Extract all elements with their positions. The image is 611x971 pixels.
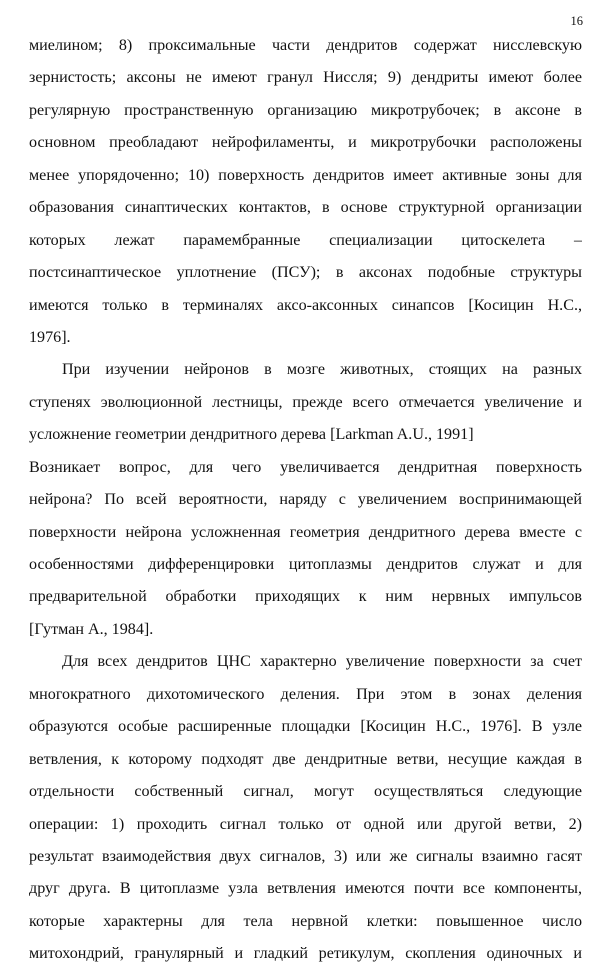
page-number: 16 <box>570 14 583 28</box>
text-line: поверхности нейрона усложненная геометрия дендритного дерева вместе с <box>29 523 582 541</box>
text-line: митохондрий, гранулярный и гладкий ретикулум, скопления одиночных и <box>29 945 582 963</box>
text-line: друг друга. В цитоплазме узла ветвления имеются почти все компоненты, <box>29 880 582 898</box>
text-line: миелином; 8) проксимальные части дендритов содержат нисслевскую <box>29 37 582 54</box>
text-line: многократного дихотомического деления. При этом в зонах деления <box>29 685 582 703</box>
body-text <box>29 30 582 971</box>
text-line: операции: 1) проходить сигнал только от одной или другой ветви, 2) <box>29 815 582 833</box>
text-line: регулярную пространственную организацию микротрубочек; в аксоне в <box>29 101 582 119</box>
text-line: 1976]. <box>29 328 71 346</box>
text-line: Для всех дендритов ЦНС характерно увеличение поверхности за счет <box>62 653 582 671</box>
text-line: Возникает вопрос, для чего увеличивается дендритная поверхность <box>29 458 582 476</box>
text-line: При изучении нейронов в мозге животных, стоящих на разных <box>62 361 582 379</box>
text-line: образуются особые расширенные площадки [Косицин Н.С., 1976]. В узле <box>29 718 582 736</box>
text-line: зернистость; аксоны не имеют гранул Ниссля; 9) дендриты имеют более <box>29 69 582 87</box>
text-line: [Гутман А., 1984]. <box>29 620 154 638</box>
text-line: особенностями дифференцировки цитоплазмы дендритов служат и для <box>29 556 582 573</box>
text-line: усложнение геометрии дендритного дерева [Larkman A.U., 1991] <box>29 426 474 444</box>
text-line: предварительной обработки приходящих к ним нервных импульсов <box>29 588 582 606</box>
text-line: постсинаптическое уплотнение (ПСУ); в аксонах подобные структуры <box>29 264 582 282</box>
text-line: имеются только в терминалях аксо-аксонных синапсов [Косицин Н.С., <box>29 296 582 314</box>
text-line: основном преобладают нейрофиламенты, и микротрубочки расположены <box>29 134 582 152</box>
text-line: которые характерны для тела нервной клетки: повышенное число <box>29 912 582 930</box>
text-line: ветвления, к которому подходят две дендритные ветви, несущие каждая в <box>29 750 582 768</box>
text-line: нейрона? По всей вероятности, наряду с увеличением воспринимающей <box>29 491 582 509</box>
text-line: образования синаптических контактов, в основе структурной организации <box>29 199 582 217</box>
text-line: которых лежат парамембранные специализации цитоскелета – <box>29 231 582 249</box>
text-line: ступенях эволюционной лестницы, прежде всего отмечается увеличение и <box>29 393 582 411</box>
text-line: отдельности собственный сигнал, могут осуществляться следующие <box>29 783 582 801</box>
text-line: менее упорядоченно; 10) поверхность дендритов имеет активные зоны для <box>29 166 582 184</box>
text-line: результат взаимодействия двух сигналов, 3) или же сигналы взаимно гасят <box>29 847 582 865</box>
